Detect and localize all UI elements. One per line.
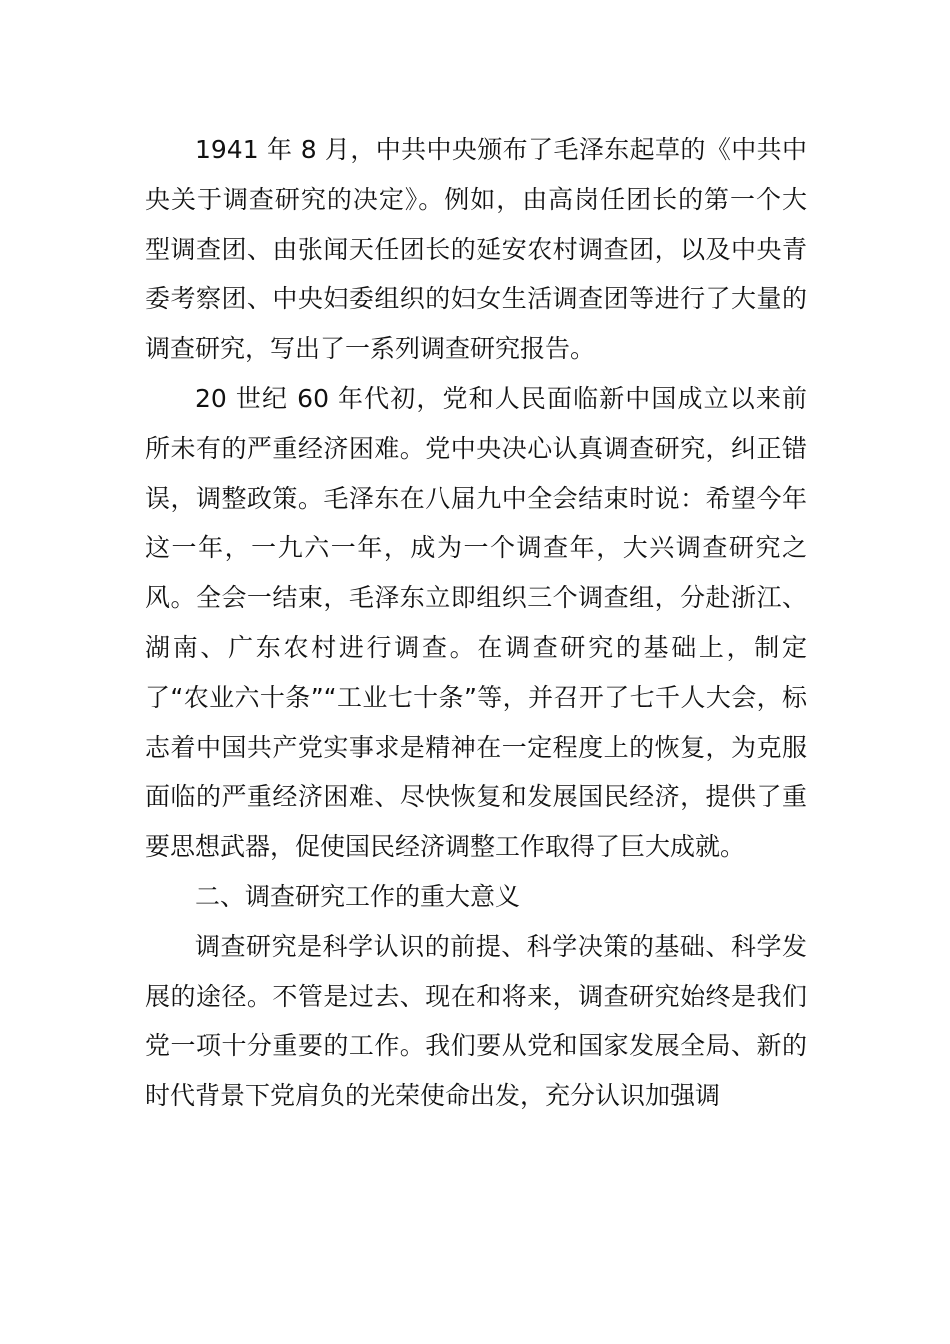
- paragraph-significance: 调查研究是科学认识的前提、科学决策的基础、科学发展的途径。不管是过去、现在和将来，调查研究始终是我们党一项十分重要的工作。我们要从党和国家发展全局、新的时代背景下党肩负的光荣使命出发，充分认识加强调: [145, 931, 807, 1111]
- section-heading-significance: 二、调查研究工作的重大意义: [195, 881, 521, 911]
- paragraph-1960s-survey: 20 世纪 60 年代初，党和人民面临新中国成立以来前所未有的严重经济困难。党中央决心认真调查研究，纠正错误，调整政策。毛泽东在八届九中全会结束时说：希望今年这一年，一九六一年，成为一个调查年，大兴调查研究之风。全会一结束，毛泽东立即组织三个调查组，分赴浙江、湖南、广东农村进行调查。在调查研究的基础上，制定了“农业六十条”“工业七十条”等，并召开了七千人大会，标志着中国共产党实事求是精神在一定程度上的恢复，为克服面临的严重经济困难、尽快恢复和发展国民经济，提供了重要思想武器，促使国民经济调整工作取得了巨大成就。: [145, 383, 807, 862]
- document-body: [145, 125, 807, 1121]
- paragraph-1941-decision: 1941 年 8 月，中共中央颁布了毛泽东起草的《中共中央关于调查研究的决定》。例如，由高岗任团长的第一个大型调查团、由张闻天任团长的延安农村调查团，以及中央青委考察团、中央妇委组织的妇女生活调查团等进行了大量的调查研究，写出了一系列调查研究报告。: [145, 135, 807, 364]
